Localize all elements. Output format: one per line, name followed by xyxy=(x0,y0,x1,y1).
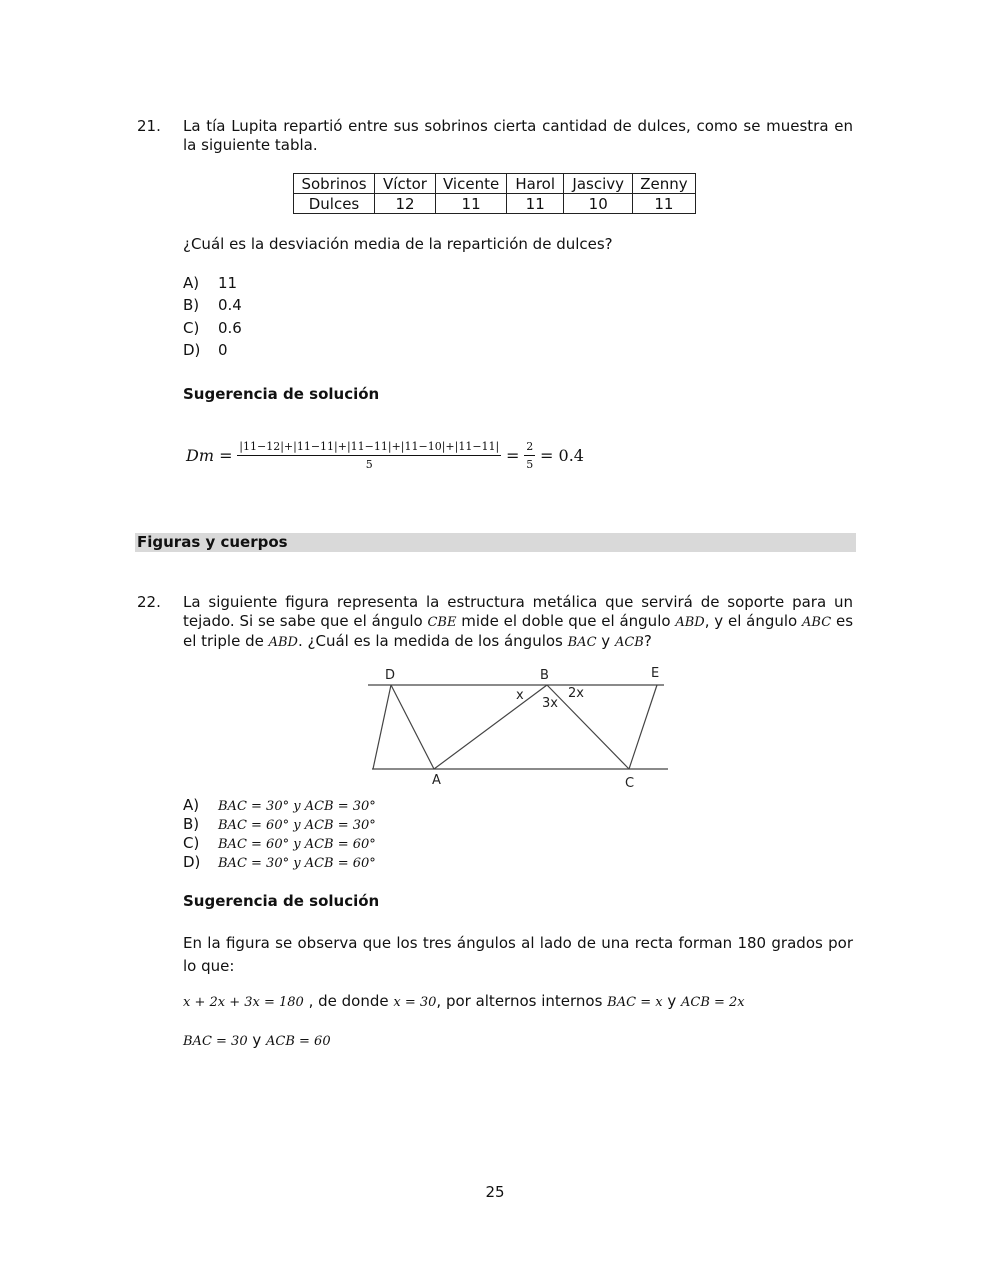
angle-acb: ACB xyxy=(614,635,644,650)
q22-text-part: La siguiente figura representa la estructura metálica que servirá de soporte para un tejado. Si se sabe que el ángulo xyxy=(183,593,853,630)
q22-text-part: . ¿Cuál es la medida de los ángulos xyxy=(297,632,568,650)
table-cell: Harol xyxy=(507,174,564,194)
table-cell: 12 xyxy=(375,194,436,214)
equation-line-1 xyxy=(183,992,745,1010)
page-number: 25 xyxy=(485,1183,505,1201)
option-letter: A) xyxy=(183,796,200,814)
q22-suggestion-title: Sugerencia de solución xyxy=(183,892,380,910)
q22-text-part: y xyxy=(596,632,615,650)
q21-question: ¿Cuál es la desviación media de la repartición de dulces? xyxy=(183,235,613,253)
formula-eq: = xyxy=(506,446,520,465)
label-x: x xyxy=(516,688,524,703)
table-cell: 11 xyxy=(633,194,695,214)
option-value: BAC = 60° y ACB = 60° xyxy=(218,837,376,852)
equation-text: , por alternos internos xyxy=(436,992,608,1010)
equation-part: BAC = x xyxy=(607,995,663,1010)
option-c[interactable] xyxy=(183,834,376,852)
option-value: BAC = 60° y ACB = 30° xyxy=(218,818,376,833)
formula-lhs: Dm = xyxy=(186,446,233,465)
angle-abd: ABD xyxy=(268,635,298,650)
q22-number: 22. xyxy=(137,593,161,611)
q21-text: La tía Lupita repartió entre sus sobrinos cierta cantidad de dulces, como se muestra en la siguiente tabla. xyxy=(183,117,853,154)
option-letter: A) xyxy=(183,274,200,292)
section-title: Figuras y cuerpos xyxy=(135,533,856,552)
table-cell: Víctor xyxy=(375,174,436,194)
option-letter: C) xyxy=(183,319,200,337)
segment-da xyxy=(391,685,434,769)
mean-deviation-formula xyxy=(186,440,584,471)
equation-text: , de donde xyxy=(303,992,394,1010)
equation-part: x + 2x + 3x = 180 xyxy=(183,995,304,1010)
table-header-row xyxy=(294,174,696,194)
option-value: 0.4 xyxy=(218,296,242,314)
option-b[interactable] xyxy=(183,296,242,314)
angle-abc: ABC xyxy=(802,615,832,630)
option-letter: B) xyxy=(183,296,200,314)
candy-table xyxy=(293,173,696,214)
angle-cbe: CBE xyxy=(427,615,457,630)
table-cell: 11 xyxy=(436,194,507,214)
equation-text: y xyxy=(662,992,681,1010)
formula-fraction-2 xyxy=(524,440,535,471)
option-letter: C) xyxy=(183,834,200,852)
option-letter: B) xyxy=(183,815,200,833)
label-e: E xyxy=(651,666,660,681)
equation-text: y xyxy=(247,1031,267,1049)
table-cell: Sobrinos xyxy=(294,174,375,194)
table-cell: 11 xyxy=(507,194,564,214)
q21-number: 21. xyxy=(137,117,161,135)
table-cell: Jascivy xyxy=(564,174,633,194)
equation-part: BAC = 30 xyxy=(183,1034,248,1049)
formula-result: = 0.4 xyxy=(540,446,584,465)
table-cell: Vicente xyxy=(436,174,507,194)
q22-text xyxy=(183,593,853,652)
option-a[interactable] xyxy=(183,796,376,814)
q22-text-part: mide el doble que el ángulo xyxy=(456,612,676,630)
label-d: D xyxy=(385,668,396,683)
q22-explanation: En la figura se observa que los tres ángulos al lado de una recta forman 180 grados por lo que: xyxy=(183,934,853,975)
q21-suggestion-title: Sugerencia de solución xyxy=(183,385,380,403)
formula-fraction xyxy=(237,440,501,471)
formula-numerator: |11−12|+|11−11|+|11−11|+|11−10|+|11−11| xyxy=(237,440,501,456)
angle-bac: BAC xyxy=(567,635,597,650)
option-letter: D) xyxy=(183,853,201,871)
angle-abd: ABD xyxy=(675,615,705,630)
table-row xyxy=(294,194,696,214)
label-3x: 3x xyxy=(542,696,558,711)
formula-denominator: 5 xyxy=(365,458,373,471)
segment-d-left xyxy=(373,685,391,769)
equation-part: x = 30 xyxy=(393,995,437,1010)
option-a[interactable] xyxy=(183,274,237,292)
table-cell: 10 xyxy=(564,194,633,214)
formula-denominator-2: 5 xyxy=(526,458,534,471)
equation-part: ACB = 2x xyxy=(680,995,745,1010)
table-cell: Zenny xyxy=(633,174,695,194)
option-value: 11 xyxy=(218,274,238,292)
option-value: 0 xyxy=(218,341,228,359)
option-value: BAC = 30° y ACB = 30° xyxy=(218,799,376,814)
equation-part: ACB = 60 xyxy=(266,1034,331,1049)
table-cell: Dulces xyxy=(294,194,375,214)
label-c: C xyxy=(625,776,635,791)
q22-text-part: ? xyxy=(643,632,652,650)
option-c[interactable] xyxy=(183,319,242,337)
option-value: 0.6 xyxy=(218,319,242,337)
formula-numerator-2: 2 xyxy=(524,440,535,456)
option-value: BAC = 30° y ACB = 60° xyxy=(218,856,376,871)
option-b[interactable] xyxy=(183,815,376,833)
option-d[interactable] xyxy=(183,341,228,359)
q22-text-part: es el triple de xyxy=(183,612,854,650)
q22-text-part: , y el ángulo xyxy=(704,612,803,630)
equation-line-2 xyxy=(183,1031,331,1049)
segment-ab xyxy=(434,685,547,769)
segment-ce xyxy=(629,685,657,769)
label-2x: 2x xyxy=(568,686,584,701)
label-a: A xyxy=(432,773,441,788)
roof-structure-figure xyxy=(360,660,680,795)
option-letter: D) xyxy=(183,341,201,359)
label-b: B xyxy=(540,668,549,683)
option-d[interactable] xyxy=(183,853,376,871)
segment-bc xyxy=(547,685,629,769)
